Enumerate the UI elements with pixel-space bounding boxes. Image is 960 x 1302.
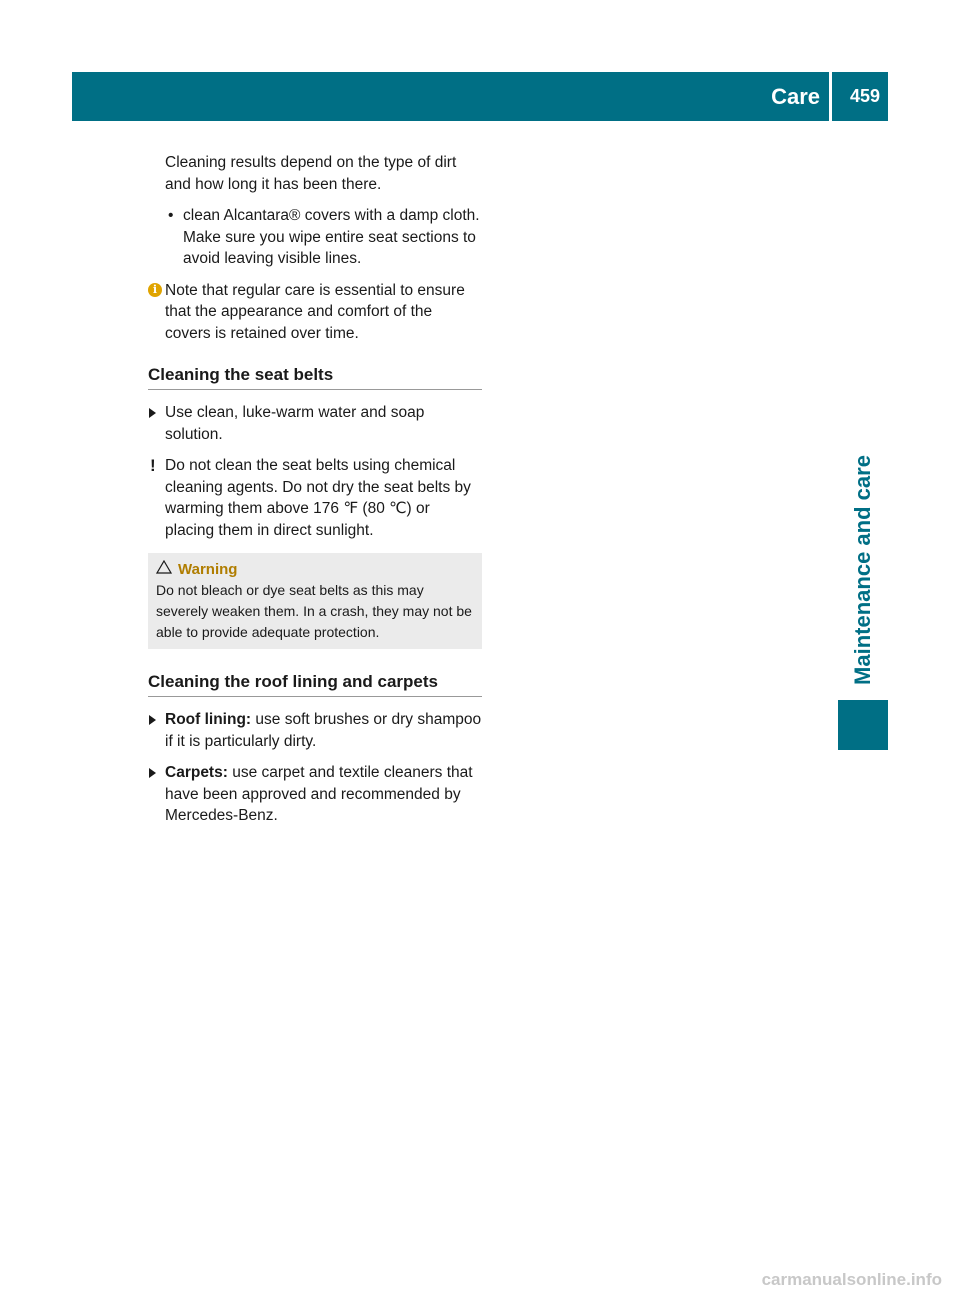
- section-title: Care: [771, 84, 820, 109]
- page-number: 459: [849, 86, 880, 106]
- page-header: [72, 72, 888, 121]
- step-text-roof: use soft brushes or dry shampoo if it is particularly dirty.: [165, 711, 482, 750]
- instruction-step: [148, 762, 482, 827]
- info-note: [148, 280, 482, 345]
- warning-title: [156, 559, 474, 580]
- caution-mark: !: [150, 456, 156, 475]
- side-tab-text: Maintenance and care: [850, 455, 875, 685]
- section-heading-roof-carpets: Cleaning the roof lining and carpets: [148, 671, 482, 697]
- warning-text: Do not bleach or dye seat belts as this may severely weaken them. In a crash, they may not be able to provide adequate protection.: [156, 582, 472, 640]
- step-text-carpets: use carpet and textile cleaners that have been approved and recommended by Mercedes-Benz.: [165, 764, 473, 824]
- side-tab-block: [838, 700, 888, 750]
- header-divider: [829, 72, 832, 121]
- step-text: Use clean, luke-warm water and soap solution.: [165, 404, 425, 443]
- side-tab-label: [838, 440, 888, 700]
- warning-box: [148, 553, 482, 649]
- warning-triangle-icon: [156, 560, 172, 574]
- list-item: [148, 205, 482, 270]
- step-label-carpets: Carpets:: [165, 764, 228, 781]
- info-note-text: Note that regular care is essential to ensure that the appearance and comfort of the covers is retained over time.: [165, 281, 465, 342]
- continued-paragraph: Cleaning results depend on the type of dirt and how long it has been there.: [165, 154, 457, 193]
- warning-title-text: Warning: [178, 561, 238, 578]
- caution-note: [148, 455, 482, 541]
- step-label-roof: Roof lining:: [165, 711, 252, 728]
- step-arrow-icon: [149, 768, 156, 778]
- step-arrow-icon: [149, 408, 156, 418]
- info-icon: i: [148, 283, 162, 297]
- footer-watermark: carmanualsonline.info: [761, 1270, 942, 1289]
- instruction-step: [148, 402, 482, 445]
- main-column: [148, 152, 482, 837]
- instruction-step: [148, 709, 482, 752]
- caution-note-text: Do not clean the seat belts using chemical cleaning agents. Do not dry the seat belts by warming them above 176 ℉ (80 ℃) or placing them in direct sunlight.: [165, 457, 471, 539]
- step-arrow-icon: [149, 715, 156, 725]
- section-heading-seat-belts: Cleaning the seat belts: [148, 364, 482, 390]
- bullet-text: clean Alcantara® covers with a damp cloth. Make sure you wipe entire seat sections to avoid leaving visible lines.: [183, 207, 480, 267]
- bullet-mark: •: [168, 207, 174, 224]
